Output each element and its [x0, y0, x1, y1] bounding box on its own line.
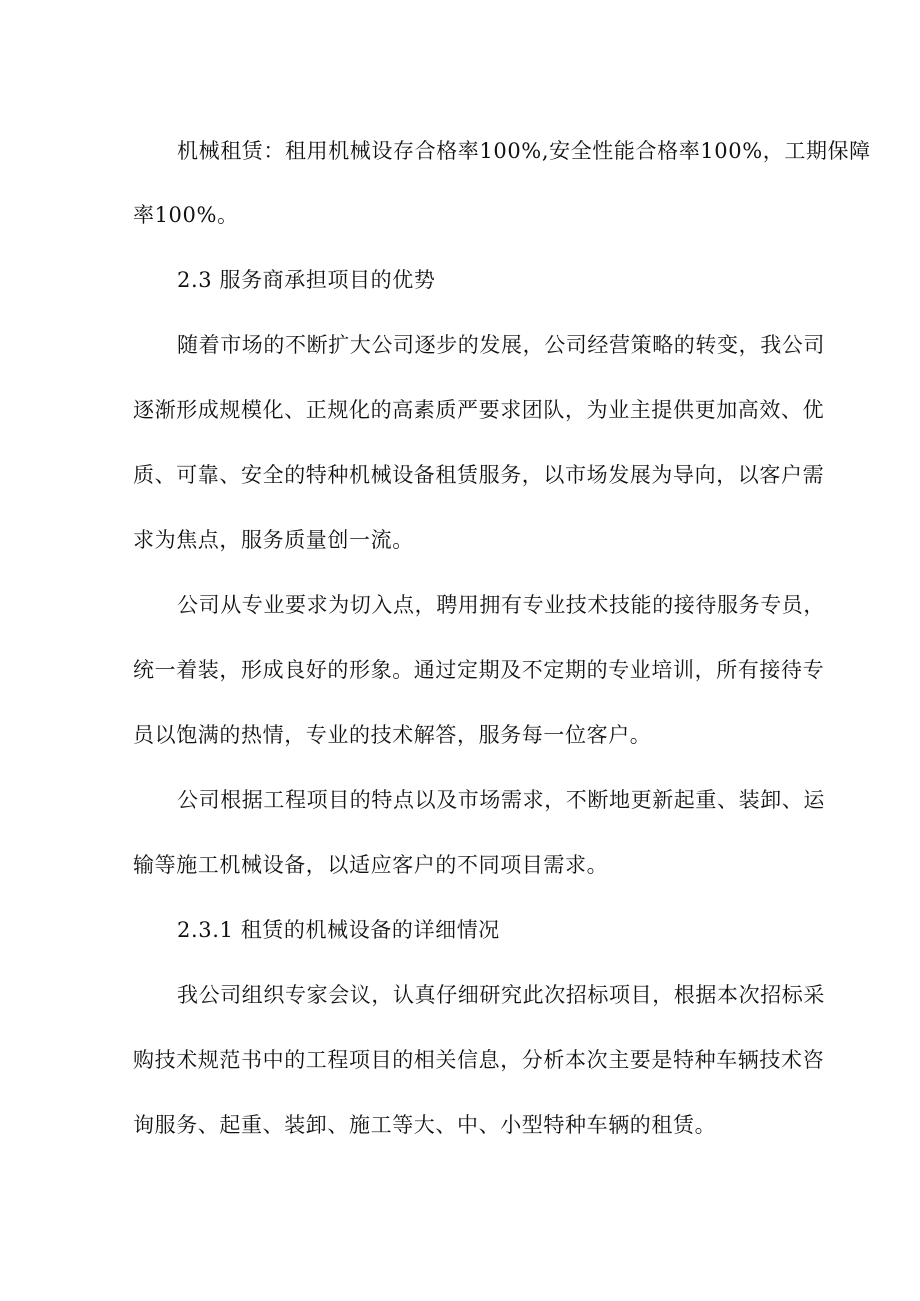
paragraph-expert-meeting-line-3: 询服务、起重、装卸、施工等大、中、小型特种车辆的租赁。 — [133, 1113, 717, 1137]
paragraph-professional-staff-line-2: 统一着装，形成良好的形象。通过定期及不定期的专业培训，所有接待专 — [133, 658, 825, 682]
paragraph-market-expansion-line-4: 求为焦点，服务质量创一流。 — [133, 528, 414, 552]
paragraph-professional-staff-line-3: 员以饱满的热情，专业的技术解答，服务每一位客户。 — [133, 723, 652, 747]
paragraph-market-expansion-line-1: 随着市场的不断扩大公司逐步的发展，公司经营策略的转变，我公司 — [177, 333, 825, 357]
section-heading-2-3: 2.3 服务商承担项目的优势 — [177, 268, 436, 292]
paragraph-market-expansion-line-2: 逐渐形成规模化、正规化的高素质严要求团队，为业主提供更加高效、优 — [133, 398, 825, 422]
paragraph-expert-meeting-line-1: 我公司组织专家会议，认真仔细研究此次招标项目，根据本次招标采 — [177, 983, 825, 1007]
paragraph-equipment-update-line-2: 输等施工机械设备，以适应客户的不同项目需求。 — [133, 853, 609, 877]
section-heading-2-3-1: 2.3.1 租赁的机械设备的详细情况 — [177, 918, 500, 942]
paragraph-machinery-rental-line-2: 率100%。 — [133, 203, 239, 227]
paragraph-expert-meeting-line-2: 购技术规范书中的工程项目的相关信息，分析本次主要是特种车辆技术咨 — [133, 1048, 825, 1072]
paragraph-market-expansion-line-3: 质、可靠、安全的特种机械设备租赁服务，以市场发展为导向，以客户需 — [133, 463, 825, 487]
paragraph-machinery-rental-line-1: 机械租赁：租用机械设存合格率100%,安全性能合格率100%，工期保障 — [177, 139, 871, 163]
paragraph-professional-staff-line-1: 公司从专业要求为切入点，聘用拥有专业技术技能的接待服务专员， — [177, 593, 825, 617]
paragraph-equipment-update-line-1: 公司根据工程项目的特点以及市场需求，不断地更新起重、装卸、运 — [177, 788, 825, 812]
